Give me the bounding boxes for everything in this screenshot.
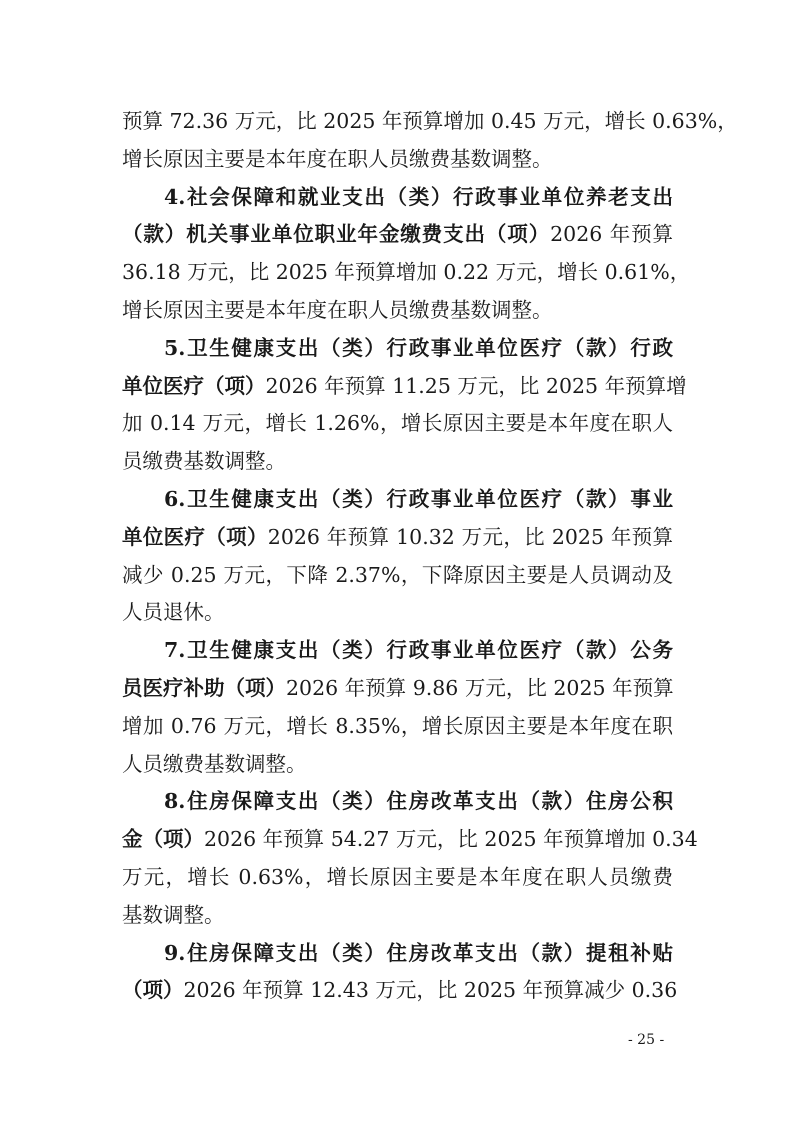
text-line: 基数调整。 xyxy=(122,903,225,927)
text-line: 员医疗补助（项）2026 年预算 9.86 万元，比 2025 年预算 xyxy=(122,676,674,700)
page-number: - 25 - xyxy=(628,1032,665,1048)
text-line: 增加 0.76 万元，增长 8.35%，增长原因主要是本年度在职 xyxy=(122,714,673,738)
item-8-heading: 8.住房保障支出（类）住房改革支出（款）住房公积 xyxy=(164,789,673,813)
item-9-heading: 9.住房保障支出（类）住房改革支出（款）提租补贴 xyxy=(164,941,673,965)
text-line: 人员退休。 xyxy=(122,600,225,624)
item-7-heading: 7.卫生健康支出（类）行政事业单位医疗（款）公务 xyxy=(164,638,673,662)
text-line: 减少 0.25 万元，下降 2.37%，下降原因主要是人员调动及 xyxy=(122,563,673,587)
text-line: （款）机关事业单位职业年金缴费支出（项）2026 年预算 xyxy=(122,222,674,246)
text-line: 预算 72.36 万元，比 2025 年预算增加 0.45 万元，增长 0.63%， xyxy=(122,109,738,133)
text-line: 增长原因主要是本年度在职人员缴费基数调整。 xyxy=(122,298,553,322)
text-line: 单位医疗（项）2026 年预算 10.32 万元，比 2025 年预算 xyxy=(122,525,673,549)
item-5-heading: 5.卫生健康支出（类）行政事业单位医疗（款）行政 xyxy=(164,336,673,360)
text-line: 人员缴费基数调整。 xyxy=(122,752,307,776)
text-line: （项）2026 年预算 12.43 万元，比 2025 年预算减少 0.36 xyxy=(122,978,678,1002)
item-4-heading: 4.社会保障和就业支出（类）行政事业单位养老支出 xyxy=(164,185,673,209)
text-line: 增长原因主要是本年度在职人员缴费基数调整。 xyxy=(122,147,553,171)
item-6-heading: 6.卫生健康支出（类）行政事业单位医疗（款）事业 xyxy=(164,487,673,511)
text-line: 金（项）2026 年预算 54.27 万元，比 2025 年预算增加 0.34 xyxy=(122,827,698,851)
text-line: 员缴费基数调整。 xyxy=(122,449,286,473)
text-line: 加 0.14 万元，增长 1.26%，增长原因主要是本年度在职人 xyxy=(122,411,673,435)
text-line: 36.18 万元，比 2025 年预算增加 0.22 万元，增长 0.61%， xyxy=(122,260,691,284)
text-line: 单位医疗（项）2026 年预算 11.25 万元，比 2025 年预算增 xyxy=(122,374,687,398)
text-line: 万元，增长 0.63%，增长原因主要是本年度在职人员缴费 xyxy=(122,865,673,889)
